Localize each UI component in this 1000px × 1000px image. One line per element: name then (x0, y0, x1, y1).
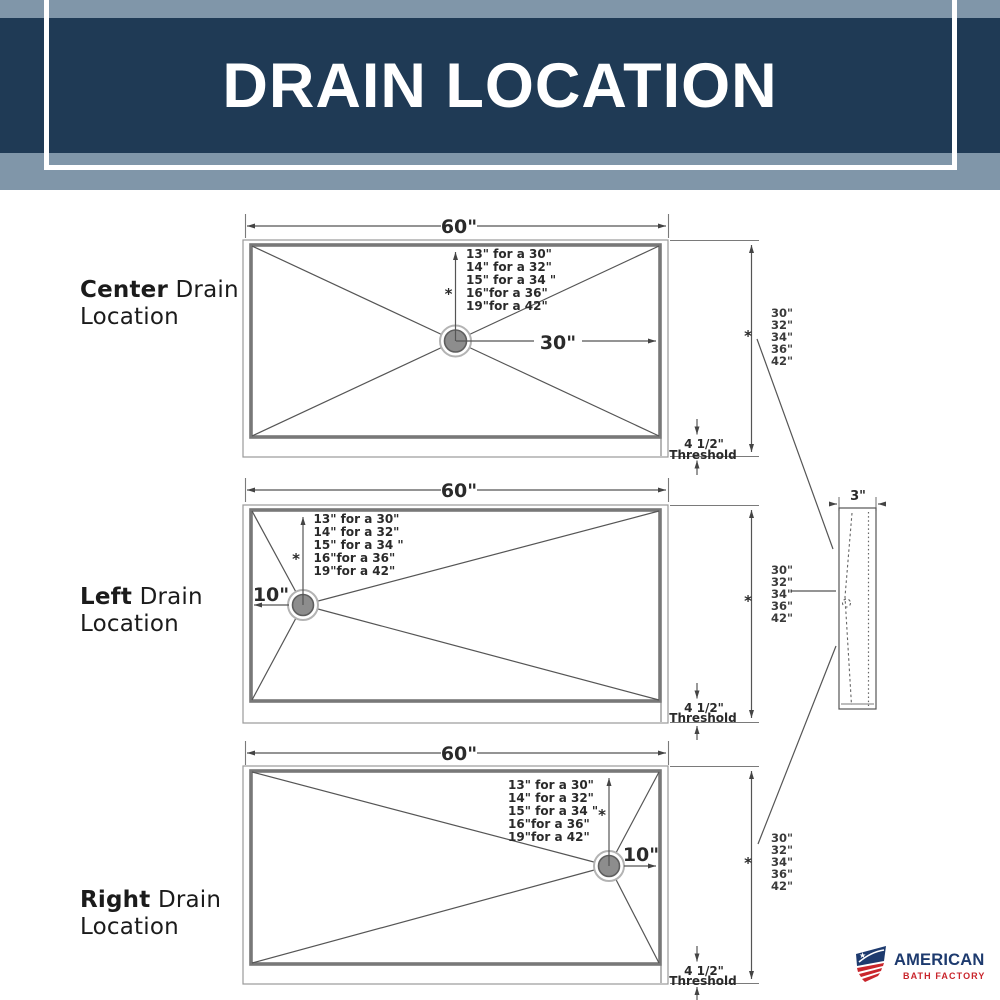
profile-thickness-value: 3" (850, 489, 866, 504)
svg-text:32": 32" (771, 575, 793, 589)
svg-text:13" for a 30": 13" for a 30" (466, 247, 552, 261)
american-bath-factory-logo-icon (851, 941, 891, 991)
svg-text:32": 32" (771, 318, 793, 332)
svg-text:42": 42" (771, 354, 793, 368)
svg-text:34": 34" (771, 330, 793, 344)
right-width-dimension (246, 741, 669, 765)
left-depth-asterisk: * (292, 550, 300, 568)
logo-tagline: BATH FACTORY (903, 970, 986, 981)
right-threshold-dimension (661, 946, 737, 1000)
center-width-value: 60" (440, 216, 478, 238)
center-depth-asterisk: * (444, 285, 453, 303)
svg-text:36": 36" (771, 342, 793, 356)
svg-text:16"for a 36": 16"for a 36" (313, 551, 396, 565)
right-drain-diagram (243, 741, 793, 1000)
right-threshold-value: 4 1/2" (684, 964, 724, 978)
left-threshold-value: 4 1/2" (684, 701, 724, 715)
svg-text:15" for a 34 ": 15" for a 34 " (466, 273, 557, 287)
center-drain-diagram (243, 214, 793, 475)
svg-text:30": 30" (771, 563, 793, 577)
left-offset-value: 10" (252, 584, 290, 606)
profile-leader-lines (757, 339, 836, 844)
svg-text:30": 30" (771, 306, 793, 320)
center-label-line2: Location (80, 304, 179, 330)
left-width-value: 60" (440, 480, 478, 502)
right-length-asterisk: * (744, 854, 752, 872)
svg-text:13" for a 30": 13" for a 30" (508, 778, 594, 792)
american-bath-factory-logo (851, 941, 986, 991)
svg-text:19"for a 42": 19"for a 42" (508, 830, 590, 844)
right-label-line2: Location (80, 914, 179, 940)
left-size-list (771, 563, 793, 625)
svg-text:16"for a 36": 16"for a 36" (466, 286, 548, 300)
svg-text:42": 42" (771, 879, 793, 893)
svg-text:36": 36" (771, 867, 793, 881)
svg-text:42": 42" (771, 611, 793, 625)
center-threshold-label: Threshold (669, 448, 737, 462)
left-label-line2: Location (80, 611, 179, 637)
center-threshold-value: 4 1/2" (684, 437, 724, 451)
svg-text:19"for a 42": 19"for a 42" (466, 299, 548, 313)
svg-text:15" for a 34 ": 15" for a 34 " (508, 804, 599, 818)
svg-text:14" for a 32": 14" for a 32" (313, 525, 400, 539)
right-length-dimension (670, 767, 793, 984)
right-size-list (771, 831, 793, 893)
profile-slope-hidden-line (845, 513, 852, 705)
left-label-rest: Drain (132, 584, 203, 610)
svg-text:14" for a 32": 14" for a 32" (466, 260, 552, 274)
svg-text:15" for a 34 ": 15" for a 34 " (313, 538, 404, 552)
svg-text:30": 30" (771, 831, 793, 845)
center-width-dimension (246, 214, 669, 238)
right-offset-dimension (623, 844, 659, 866)
left-length-asterisk: * (744, 592, 752, 610)
left-threshold-label: Threshold (669, 711, 737, 725)
center-threshold-dimension (661, 419, 737, 475)
svg-text:13" for a 30": 13" for a 30" (313, 512, 400, 526)
left-drain-diagram (243, 478, 793, 740)
center-length-asterisk: * (744, 327, 752, 345)
svg-text:36": 36" (771, 599, 793, 613)
right-label-rest: Drain (150, 887, 222, 913)
profile-drain-mark (843, 599, 851, 607)
svg-text:★: ★ (859, 951, 867, 960)
left-length-dimension (670, 506, 793, 723)
right-threshold-label: Threshold (669, 974, 737, 988)
left-depth-table (314, 512, 404, 578)
logo-name: AMERICAN (894, 950, 985, 969)
right-offset-value: 10" (622, 844, 660, 866)
svg-text:32": 32" (771, 843, 793, 857)
center-label-rest: Drain (168, 277, 239, 303)
left-offset-dimension (253, 584, 289, 606)
svg-text:16"for a 36": 16"for a 36" (508, 817, 590, 831)
center-size-list (771, 306, 793, 368)
right-depth-table (508, 778, 598, 844)
center-depth-table (466, 247, 556, 313)
side-profile-view (830, 489, 885, 709)
right-width-value: 60" (440, 743, 478, 765)
svg-text:14" for a 32": 14" for a 32" (508, 791, 594, 805)
svg-text:34": 34" (771, 855, 793, 869)
right-depth-asterisk: * (598, 806, 606, 824)
left-width-dimension (246, 478, 669, 502)
right-label-emphasis: Right (80, 887, 151, 913)
svg-text:34": 34" (771, 587, 793, 601)
center-label-emphasis: Center (80, 277, 168, 303)
left-threshold-dimension (661, 683, 737, 740)
profile-outline (839, 508, 876, 709)
svg-text:19"for a 42": 19"for a 42" (313, 564, 396, 578)
page-title: DRAIN LOCATION (222, 50, 778, 121)
center-offset-value: 30" (539, 332, 577, 354)
left-label-emphasis: Left (80, 584, 133, 610)
center-length-dimension (670, 241, 793, 457)
center-offset-dimension (456, 332, 656, 354)
